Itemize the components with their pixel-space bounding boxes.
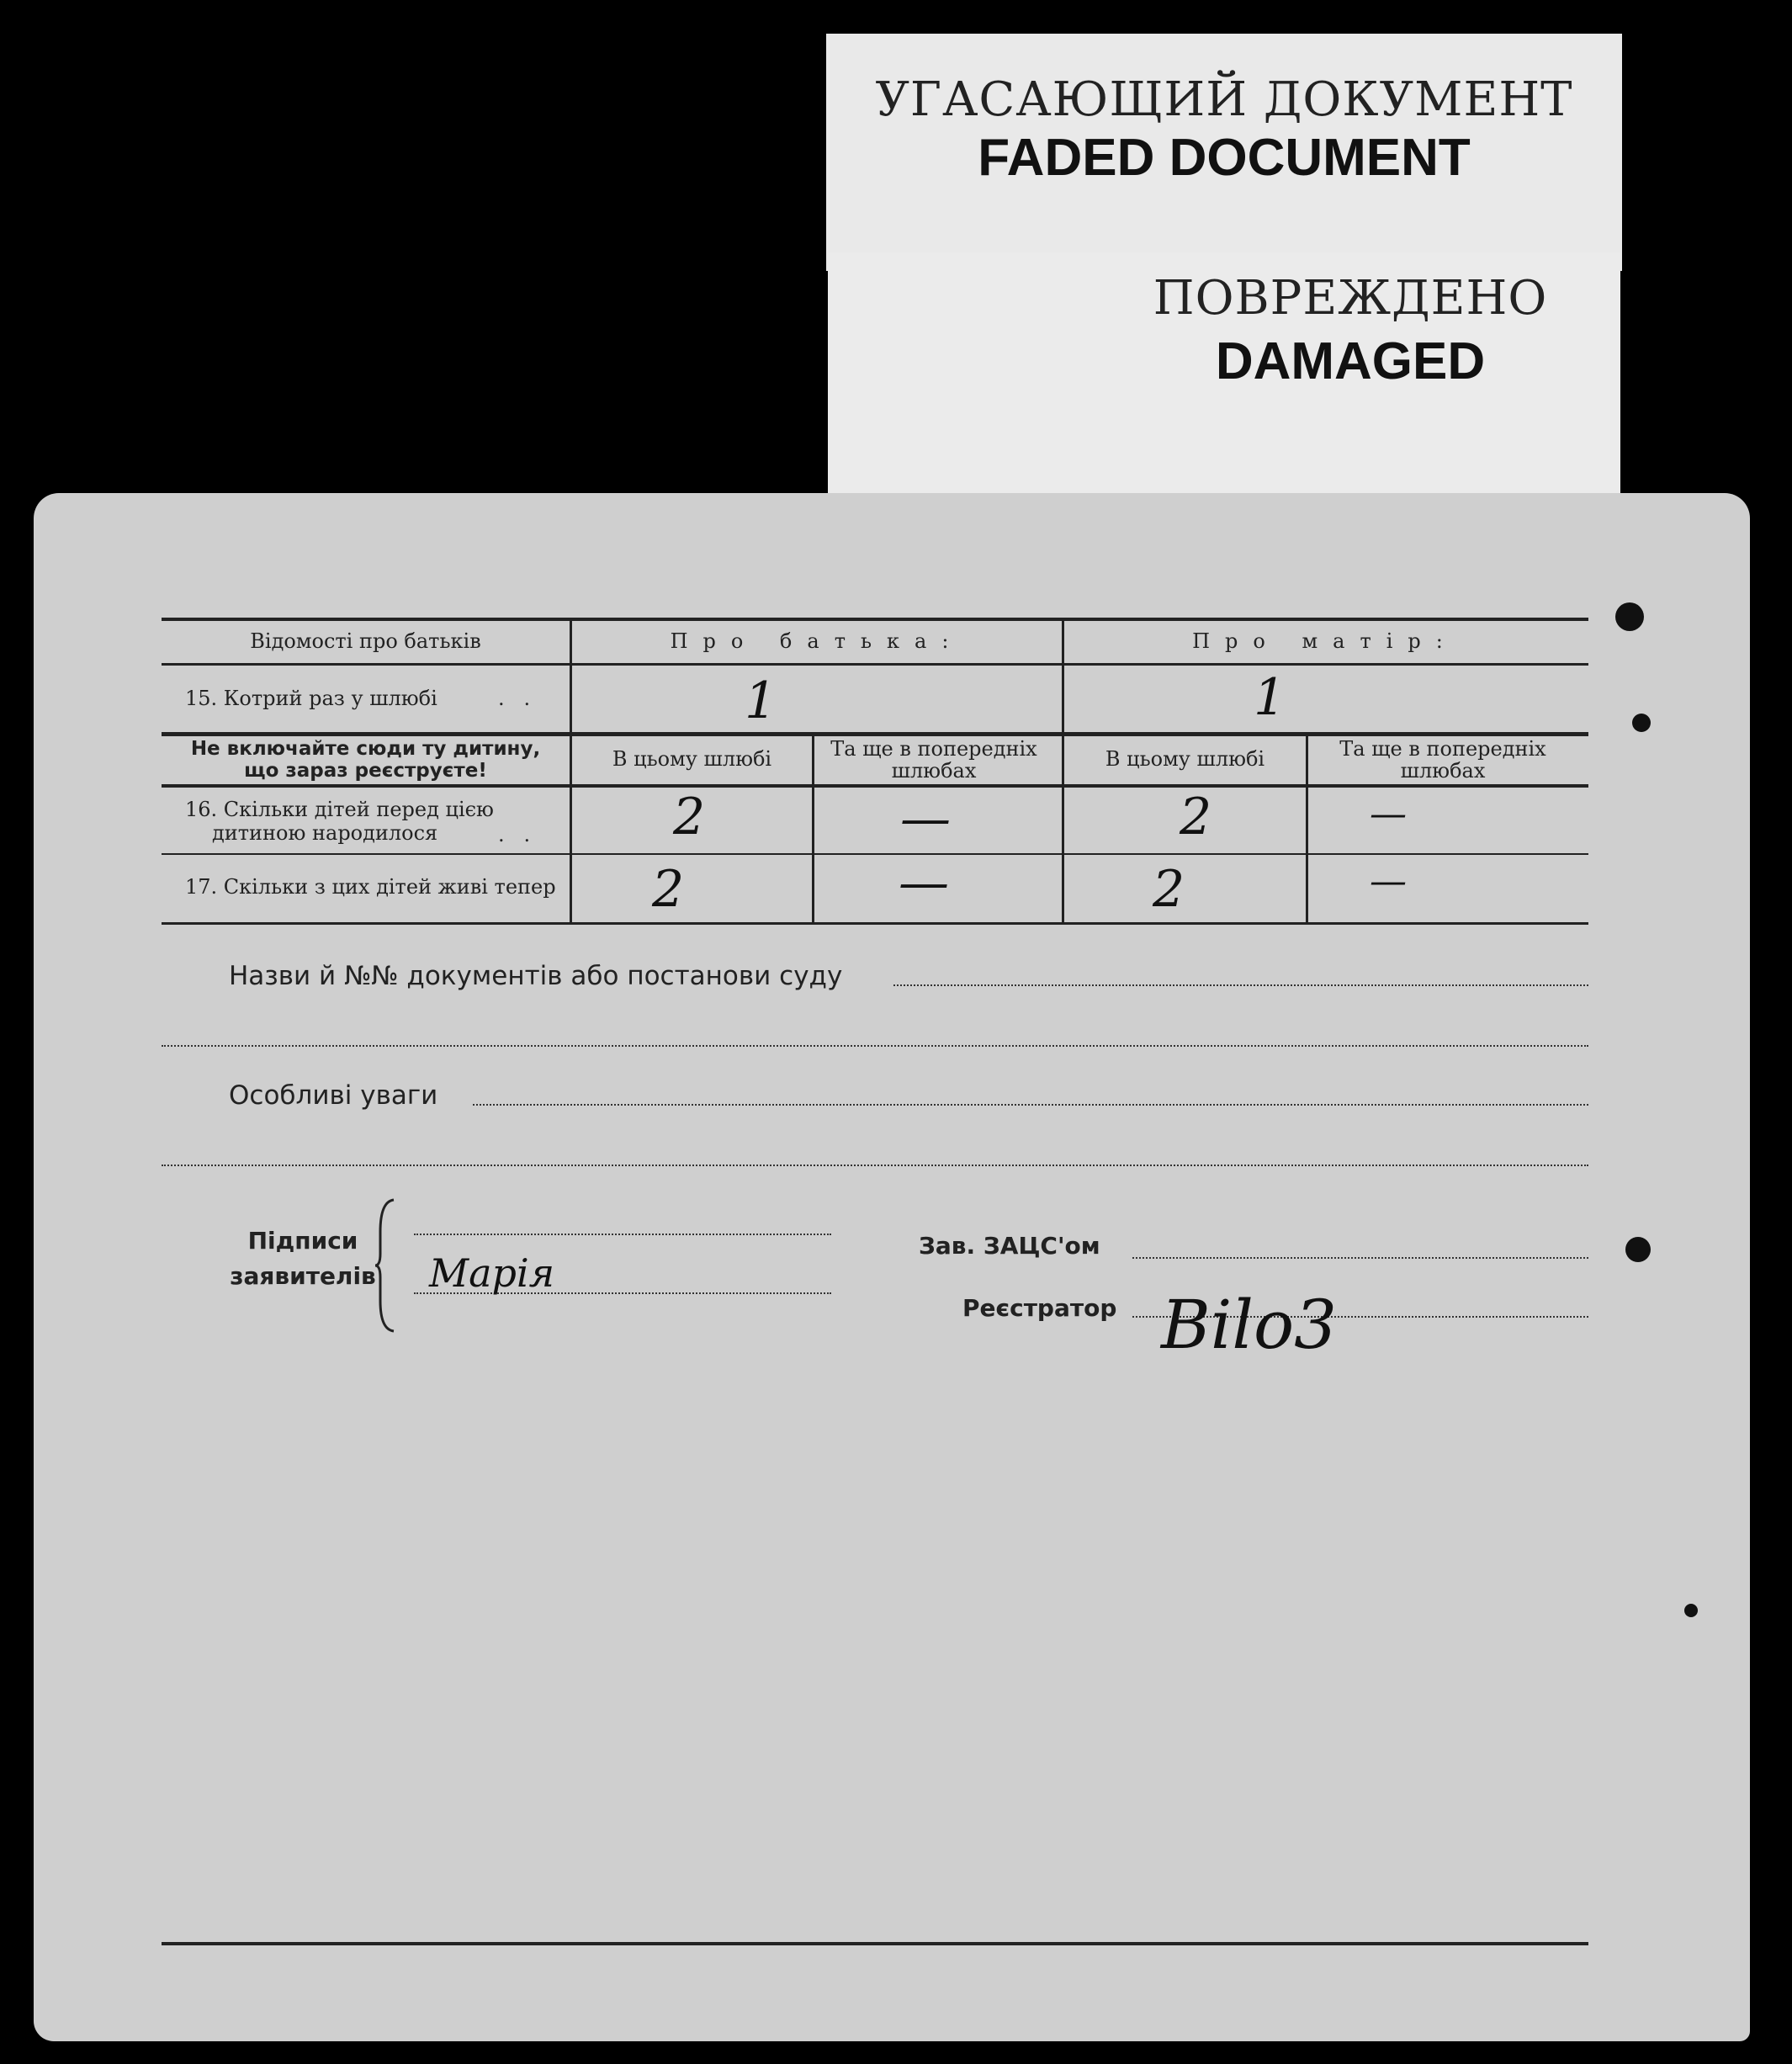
table-header-father: Про батька: xyxy=(670,629,964,653)
row17-father-prev: — xyxy=(899,853,949,912)
table-row15-rule xyxy=(162,732,1588,736)
subheader-father-prev-1: Та ще в попередніх xyxy=(830,737,1037,761)
bottom-rule xyxy=(162,1942,1588,1945)
applicant-signature: Марія xyxy=(429,1250,555,1296)
applicant-signature-line-1 xyxy=(414,1234,831,1235)
punch-hole xyxy=(1632,714,1651,732)
subheader-father-this: В цьому шлюбі xyxy=(612,747,772,771)
punch-hole xyxy=(1684,1604,1698,1617)
registrar-label: Реєстратор xyxy=(962,1294,1117,1322)
form-sheet xyxy=(34,493,1750,2041)
row16-father-this: 2 xyxy=(673,788,706,846)
punch-hole xyxy=(1625,1237,1651,1262)
faded-label-en: FADED DOCUMENT xyxy=(978,129,1471,187)
punch-hole xyxy=(1615,602,1644,631)
row16-mother-prev: — xyxy=(1370,793,1407,836)
row15-father-value: 1 xyxy=(745,671,777,730)
signatures-label-2: заявителів xyxy=(230,1262,376,1290)
subheader-mother-prev-1: Та ще в попередніх xyxy=(1339,737,1546,761)
head-signature-line xyxy=(1132,1257,1588,1259)
table-top-rule xyxy=(162,618,1588,621)
row17-mother-this: 2 xyxy=(1153,860,1185,919)
table-note-rule xyxy=(162,784,1588,788)
row17-father-this: 2 xyxy=(652,860,685,919)
row15-label: 15. Котрий раз у шлюбі xyxy=(185,687,437,710)
faded-label-ru: УГАСАЮЩИЙ ДОКУМЕНТ xyxy=(875,72,1573,127)
row17-mother-prev: — xyxy=(1370,860,1407,903)
signatures-label-1: Підписи xyxy=(247,1227,358,1255)
subheader-mother-prev-2: шлюбах xyxy=(1400,759,1486,783)
damaged-label-en: DAMAGED xyxy=(1215,332,1486,390)
documents-field xyxy=(893,984,1588,986)
row16-label-2: дитиною народилося xyxy=(212,821,438,845)
row15-leader: . . xyxy=(498,687,531,710)
table-row16-rule xyxy=(162,853,1588,855)
documents-field-2 xyxy=(162,1045,1588,1047)
table-header-rule xyxy=(162,663,1588,666)
damaged-document-label xyxy=(828,252,1620,496)
table-bottom-rule xyxy=(162,922,1588,925)
table-col-divider xyxy=(1062,618,1064,925)
row15-mother-value: 1 xyxy=(1254,668,1286,727)
row16-father-prev: — xyxy=(900,789,951,848)
faded-document-label xyxy=(826,34,1622,271)
notes-field xyxy=(473,1104,1588,1106)
note-line2: що зараз реєструєте! xyxy=(244,760,487,782)
row17-label: 17. Скільки з цих дітей живі тепер xyxy=(185,875,556,899)
row16-mother-this: 2 xyxy=(1180,788,1212,846)
notes-field-2 xyxy=(162,1165,1588,1166)
note-line1: Не включайте сюди ту дитину, xyxy=(190,738,541,760)
row16-leader: . . xyxy=(498,823,531,846)
registrar-signature: Bilo3 xyxy=(1161,1286,1338,1364)
row16-label-1: 16. Скільки дітей перед цією xyxy=(185,798,494,821)
table-header-info: Відомості про батьків xyxy=(250,629,481,653)
subheader-father-prev-2: шлюбах xyxy=(891,759,977,783)
subheader-mother-this: В цьому шлюбі xyxy=(1105,747,1265,771)
head-label: Зав. ЗАЦС'ом xyxy=(919,1232,1100,1260)
documents-label: Назви й №№ документів або постанови суду xyxy=(229,961,843,991)
table-header-mother: Про матір: xyxy=(1192,629,1458,653)
signatures-brace xyxy=(374,1198,399,1333)
notes-label: Особливі уваги xyxy=(229,1080,438,1111)
damaged-label-ru: ПОВРЕЖДЕНО xyxy=(1153,271,1548,326)
